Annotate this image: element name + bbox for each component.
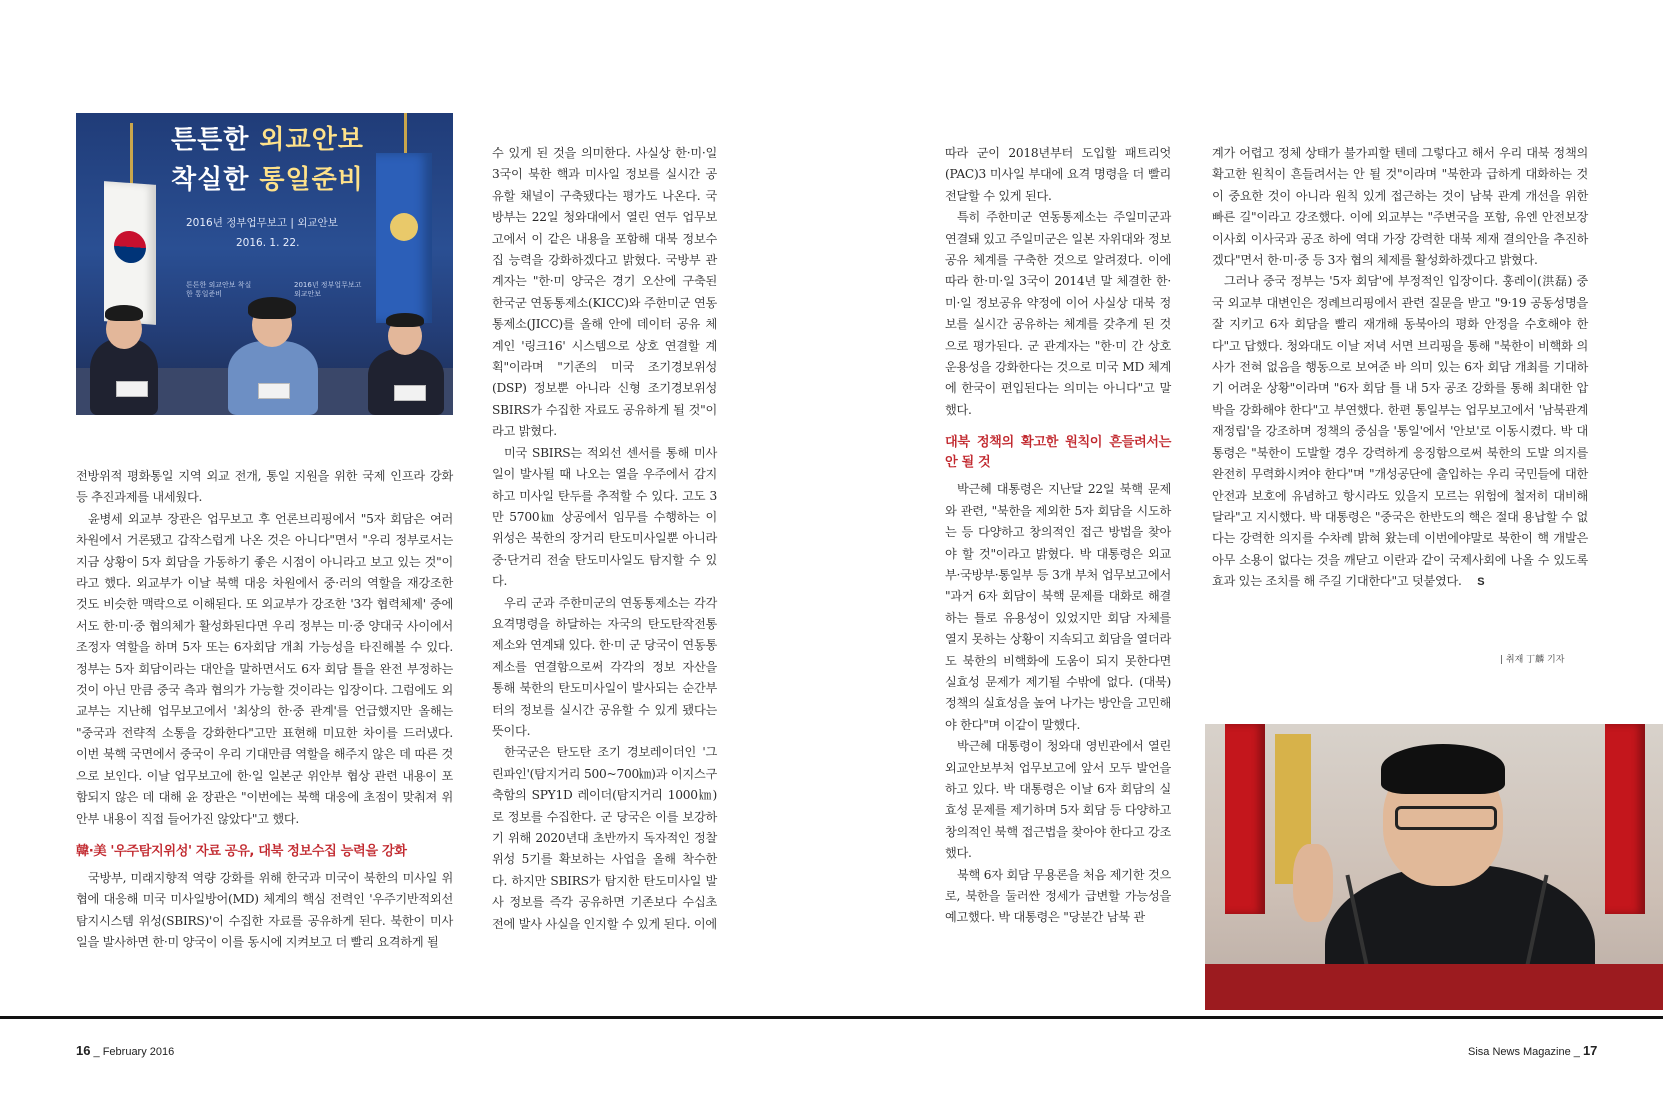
nameplate — [116, 381, 148, 397]
footer-rule — [0, 1016, 1663, 1019]
photo-banner-date: 2016. 1. 22. — [236, 237, 300, 249]
paragraph: 박근혜 대통령이 청와대 영빈관에서 열린 외교안보부처 업무보고에 앞서 모두 발언을 하고 있다. 박 대통령은 이날 6자 회담의 실효성 문제를 제기하며 5자 회담 등 다양하고 창의적인 북핵 접근법을 찾아야 한다고 강조했다. — [945, 739, 1171, 861]
article-column-4 — [1212, 143, 1588, 594]
briefing-photo — [76, 113, 453, 415]
presidential-flag — [376, 153, 432, 323]
paragraph: 북핵 6자 회담 무용론을 처음 제기한 것으로, 북한을 둘러싼 정세가 급변할 가능성을 예고했다. 박 대통령은 "당분간 남북 관 — [945, 867, 1171, 925]
paragraph: 국방부, 미래지향적 역량 강화를 위해 한국과 미국이 북한의 미사일 위협에 대응해 미국 미사일방어(MD) 체계의 핵심 전력인 '우주기반적외선 탐지시스템 위성(SBIRS)'이 수집한 자료를 공유하게 된다. 북한이 미사일을 발사하면 한·미 양국이 이를 동시에 지켜보고 더 빨리 요격하게 될 — [76, 870, 453, 950]
paragraph: 윤병세 외교부 장관은 업무보고 후 언론브리핑에서 "5자 회담은 여러 차원에서 거론됐고 갑작스럽게 나온 것은 아니다"면서 "우리 정부로서는 지금 상황이 5자 회담을 가동하기 좋은 시점이 아니라고 보고 있는 것"이라고 했다. 외교부가 이날 북핵 대응 차원에서 중·러의 역할을 재강조한 것도 비슷한 맥락으로 이해된다. 또 외교부가 강조한 '3각 협력체제' 중에서도 한·미·중 협의체가 활성화된다면 우리 정부는 미·중 양대국 사이에서 조정자 역할을 하며 5자 또는 6자회담 개최 가능성을 타진해볼 수 있다. 정부는 5자 회담이라는 대안을 말하면서도 6자 회담 틀을 완전 부정하는 것이 아닌 만큼 중국 측과 협의가 가능할 것이라는 입장이다. 그럼에도 외교부는 지난해 업무보고에서 '최상의 한·중 관계'를 언급했지만 올해는 "중국과 전략적 소통을 강화한다"고만 표현해 미묘한 차이를 드러냈다. 이번 북핵 국면에서 중국이 우리 기대만큼 역할을 해주지 않은 데 따른 것으로 보인다. 이날 업무보고에 한·일 일본군 위안부 협상 관련 내용이 포함되지 않은 데 대해 윤 장관은 "이번에는 북핵 대응에 초점이 맞춰져 위안부 내용이 직접 들어가진 않았다"고 했다. — [76, 511, 453, 826]
person-left — [90, 339, 158, 415]
speaker-hand — [1293, 844, 1333, 922]
paragraph: 따라 군이 2018년부터 도입할 패트리엇(PAC)3 미사일 부대에 요격 명령을 더 빨리 전달할 수 있게 된다. — [945, 146, 1171, 203]
right-page-number: 17 — [1582, 1043, 1598, 1058]
photo-banner-title-1: 튼튼한 외교안보 — [171, 125, 364, 155]
red-table — [1205, 964, 1663, 1010]
magazine-name: Sisa News Magazine — [1468, 1046, 1571, 1058]
paragraph: 박근혜 대통령은 지난달 22일 북핵 문제와 관련, "북한을 제외한 5자 회담을 시도하는 등 다양하고 창의적인 접근 방법을 찾아야 할 것"이라고 밝혔다. 박 대통령은 외교부·국방부·통일부 등 3개 부처 업무보고에서 "과거 6자 회담이 북핵 문제를 대화로 해결하는 틀로 유용성이 있었지만 회담 자체를 열지 못하는 상황이 지속되고 회담을 열더라도 북한의 비핵화에 도움이 되지 못한다면 실효성 문제가 제기될 수밖에 없다. (대북)정책의 실효성을 높여 나가는 방안을 고민해야 한다"며 이같이 말했다. — [945, 482, 1171, 732]
photo-banner-subtitle: 2016년 정부업무보고 | 외교안보 — [186, 217, 338, 229]
article-column-3 — [945, 143, 1171, 929]
red-flag — [1605, 724, 1645, 914]
flag-emblem — [390, 213, 418, 241]
photo-backdrop-text-right: 2016년 정부업무보고 외교안보 — [294, 281, 362, 298]
reporter-credit: | 취재 丁麟 기자 — [1500, 655, 1565, 665]
nameplate — [258, 383, 290, 399]
speaker-glasses — [1395, 806, 1497, 830]
end-mark: S — [1477, 576, 1485, 589]
right-folio: Sisa News Magazine _ 17 — [1468, 1043, 1598, 1058]
paragraph: 미국 SBIRS는 적외선 센서를 통해 미사일이 발사될 때 나오는 열을 우주에서 감지하고 미사일 탄두를 추적할 수 있다. 고도 3만 5700㎞ 상공에서 임무를 수행하는 이 위성은 북한의 장거리 탄도미사일뿐 아니라 중·단거리 전술 탄도미사일도 탐지할 수 있다. — [492, 445, 717, 589]
person-left-hair — [105, 305, 143, 321]
section-heading: 대북 정책의 확고한 원칙이 흔들려서는 안 될 것 — [945, 435, 1171, 471]
person-center — [228, 341, 318, 415]
person-center-hair — [248, 297, 296, 319]
left-folio: 16 _ February 2016 — [76, 1043, 175, 1058]
paragraph: 우리 군과 주한미군의 연동통제소는 각각 요격명령을 하달하는 자국의 탄도탄작전통제소와 연계돼 있다. 한·미 군 당국이 연동통제소를 연결함으로써 각각의 정보 자산을 통해 북한의 탄도미사일이 발사되는 순간부터의 정보를 실시간 공유할 수 있게 됐다는 뜻이다. — [492, 595, 717, 738]
red-flag — [1225, 724, 1265, 914]
paragraph: 수 있게 된 것을 의미한다. 사실상 한·미·일 3국이 북한 핵과 미사일 정보를 실시간 공유할 채널이 구축됐다는 평가도 나온다. 국방부는 22일 청와대에서 열린 연두 업무보고에서 이 같은 내용을 포함해 대북 정보수집 능력을 강화하겠다고 밝혔다. 국방부 관계자는 "한·미 양국은 경기 오산에 구축된 한국군 연동통제소(KICC)와 주한미군 연동통제소(JICC)를 올해 안에 데이터 공유 체계인 '링크16' 시스템으로 상호 연결할 계획"이라며 "기존의 미국 조기경보위성(DSP) 정보뿐 아니라 신형 조기경보위성 SBIRS가 수집한 자료도 공유하게 될 것"이라고 밝혔다. — [492, 146, 717, 439]
nameplate — [394, 385, 426, 401]
korean-flag — [104, 181, 156, 325]
paragraph: 한국군은 탄도탄 조기 경보레이더인 '그린파인'(탐지거리 500~700㎞)과 이지스구축함의 SPY1D 레이더(탐지거리 1000㎞)로 정보를 수집한다. 군 당국은 이를 보강하기 위해 2020년대 초반까지 독자적인 정찰위성 5기를 확보하는 사업을 올해 착수한다. 하지만 SBIRS가 탐지한 탄도미사일 발사 정보를 즉각 공유하면 기존보다 수십초 전에 발사 사실을 인지할 수 있게 된다. 이에 — [492, 745, 717, 931]
kim-jong-un-photo — [1205, 724, 1663, 1010]
article-column-2 — [492, 143, 717, 935]
taeguk-symbol — [114, 230, 146, 264]
article-column-1 — [76, 466, 453, 954]
photo-backdrop-text-left: 튼튼한 외교안보 착실한 통일준비 — [186, 281, 252, 298]
paragraph: 계가 어렵고 정체 상태가 불가피할 텐데 그렇다고 해서 우리 대북 정책의 확고한 원칙이 흔들려서는 안 될 것"이라며 "북한과 급하게 대화하는 것이 중요한 것이 아니라 원칙 있게 접근하는 것이 남북 관계 개선을 위한 빠른 길"이라고 강조했다. 이에 외교부는 "주변국을 포함, 유엔 안전보장이사회 이사국과 공조 하에 역대 가장 강력한 대북 제재 결의안을 추진하겠다"면서 한·미·중 등 3자 협의 체제를 활성화하겠다고 밝혔다. — [1212, 146, 1588, 268]
person-right — [368, 349, 444, 415]
paragraph: 전방위적 평화통일 지역 외교 전개, 통일 지원을 위한 국제 인프라 강화 등 추진과제를 내세웠다. — [76, 469, 453, 505]
speaker-hair — [1381, 744, 1505, 794]
issue-label: February 2016 — [102, 1046, 175, 1058]
person-right-hair — [386, 313, 424, 327]
section-heading: 韓·美 '우주탐지위성' 자료 공유, 대북 정보수집 능력을 강화 — [76, 843, 407, 859]
paragraph: 그러나 중국 정부는 '5자 회담'에 부정적인 입장이다. 훙레이(洪磊) 중국 외교부 대변인은 정례브리핑에서 관련 질문을 받고 "9·19 공동성명을 잘 지키고 6자 회담을 빨리 재개해 동북아의 평화 안정을 수호해야 한다"고 답했다. 청와대도 이날 저녁 서면 브리핑을 통해 "북한이 비핵화 의사가 전혀 없음을 행동으로 보여준 바 의미 있는 6자 회담 개최를 기대하기 어려운 상황"이라며 "6자 회담 틀 내 5자 공조 강화를 통해 최대한 압박을 강화해야 한다"고 부연했다. 한편 통일부는 업무보고에서 '남북관계 재정립'을 강조하며 정책의 중심을 '통일'에서 '안보'로 이동시켰다. 박 대통령은 "북한이 도발할 경우 강력하게 응징함으로써 북한의 도발 의지를 완전히 무력화시켜야 한다"며 "개성공단에 출입하는 우리 국민들에 대한 안전과 보호에 유념하고 항시라도 있을지 모르는 위험에 철저히 대비해 달라"고 지시했다. 박 대통령은 "중국은 한반도의 핵은 절대 용납할 수 없다는 강력한 의지를 수차례 밝혀 왔는데 이번에야말로 북한이 핵 개발은 아무 소용이 없다는 것을 깨닫고 이란과 같이 국제사회에 나올 수 있도록 효과 있는 조치를 해 주길 기대한다"고 덧붙였다. S — [1212, 271, 1588, 593]
left-page-number: 16 — [76, 1043, 91, 1058]
photo-banner-title-2: 착실한 통일준비 — [171, 165, 364, 195]
paragraph: 특히 주한미군 연동통제소는 주일미군과 연결돼 있고 주일미군은 일본 자위대와 정보공유 체계를 구축한 것으로 알려졌다. 이에 따라 한·미·일 3국이 2014년 말 체결한 한·미·일 정보공유 약정에 이어 사실상 대북 정보를 실시간 공유하는 체계를 갖추게 된 것으로 평가된다. 군 관계자는 "한·미 간 상호운용성을 강화한다는 것으로 미국 MD 체계에 한국이 편입된다는 의미는 아니다"고 말했다. — [945, 210, 1171, 417]
